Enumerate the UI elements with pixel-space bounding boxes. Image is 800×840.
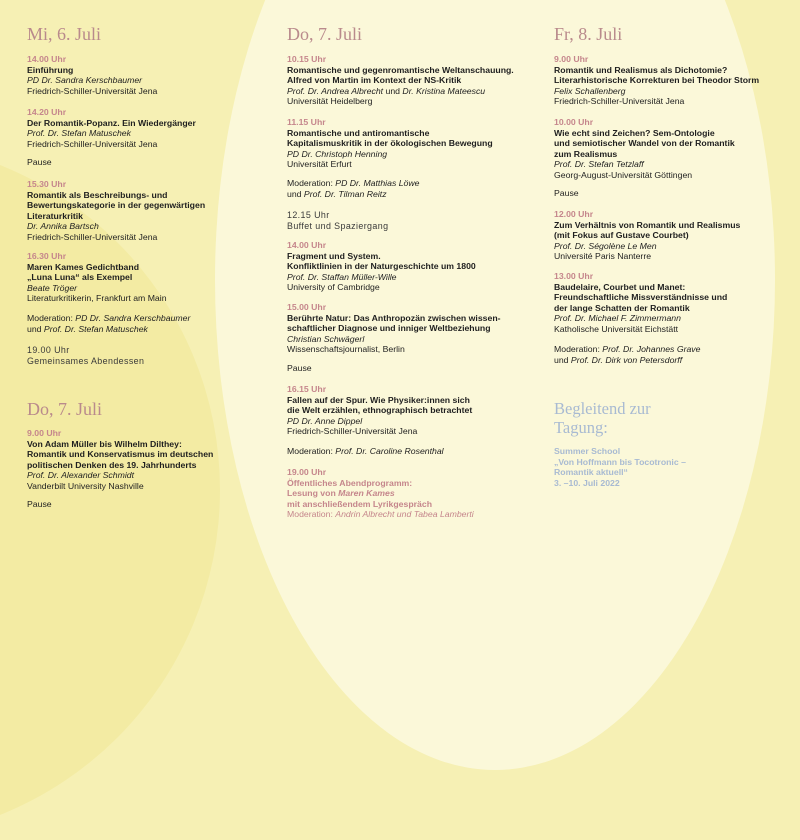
- session-0900: [27, 428, 267, 492]
- dinner-time: 19.00 Uhr: [27, 345, 70, 355]
- session-title-line: Berührte Natur: Das Anthropozän zwischen wissen-: [287, 312, 501, 323]
- summer-school-line: „Von Hoffmann bis Tocotronic –: [554, 456, 686, 467]
- session-1400: [27, 54, 267, 96]
- day-heading: Fr, 8. Juli: [554, 24, 623, 44]
- day-heading: Mi, 6. Juli: [27, 24, 102, 44]
- moderation-prefix: Moderation:: [554, 344, 603, 354]
- accompanying-heading-line: Begleitend zur: [554, 399, 651, 418]
- session-affiliation: Universität Heidelberg: [287, 96, 373, 107]
- moderator: PD Dr. Matthias Löwe: [335, 178, 420, 188]
- summer-school-info: [554, 446, 686, 488]
- moderator: Andrin Albrecht und Tabea Lamberti: [335, 509, 474, 520]
- moderation: [287, 178, 537, 199]
- session-speaker: Dr. Kristina Mateescu: [402, 85, 486, 96]
- session-speaker: Prof. Dr. Andrea Albrecht: [287, 85, 384, 96]
- session-title-line: Romantische und antiromantische: [287, 127, 430, 138]
- session-title: Einführung: [27, 64, 74, 75]
- pause-label: Pause: [27, 499, 52, 509]
- session-1400: [287, 240, 537, 293]
- session-speaker: Christian Schwägerl: [287, 333, 365, 344]
- session-title-line: Von Adam Müller bis Wilhelm Dilthey:: [27, 438, 182, 449]
- day-heading: Do, 7. Juli: [287, 24, 363, 44]
- session-title-line: Bewertungskategorie in der gegenwärtigen: [27, 200, 206, 211]
- session-affiliation: Vanderbilt University Nashville: [27, 480, 144, 491]
- session-speaker: PD Dr. Anne Dippel: [287, 415, 363, 426]
- moderator: Prof. Dr. Stefan Matuschek: [43, 323, 148, 334]
- session-title-line: Zum Verhältnis von Romantik und Realismus: [554, 219, 741, 230]
- moderator: Prof. Dr. Johannes Grave: [602, 344, 701, 354]
- session-title-line: Romantik und Realismus als Dichotomie?: [554, 64, 728, 75]
- session-speaker: Beate Tröger: [27, 282, 78, 293]
- moderation: [554, 344, 794, 365]
- speaker-and: und: [383, 85, 403, 96]
- session-time: 15.30 Uhr: [27, 179, 67, 189]
- session-time: 14.00 Uhr: [27, 54, 67, 64]
- pause-label: Pause: [554, 188, 579, 198]
- session-speaker: Prof. Dr. Staffan Müller-Wille: [287, 271, 397, 282]
- pause-label: Pause: [287, 363, 312, 373]
- session-1500: [287, 302, 537, 355]
- break-time: 12.15 Uhr: [287, 210, 330, 220]
- session-title-line: Literaturkritik: [27, 210, 84, 221]
- session-1115: [287, 117, 537, 170]
- dinner: [27, 345, 267, 366]
- session-title-line: (mit Fokus auf Gustave Courbet): [554, 230, 689, 241]
- moderation: [287, 446, 537, 457]
- session-affiliation: Friedrich-Schiller-Universität Jena: [287, 426, 418, 437]
- lunch-break: [287, 210, 537, 231]
- evening-title-line: mit anschließendem Lyrikgespräch: [287, 498, 433, 509]
- reading-by: Lesung von: [287, 488, 339, 499]
- session-title-line: „Luna Luna“ als Exempel: [27, 272, 133, 283]
- session-time: 15.00 Uhr: [287, 302, 327, 312]
- moderator: PD Dr. Sandra Kerschbaumer: [75, 313, 191, 323]
- session-title-line: Romantik und Konservatismus im deutschen: [27, 449, 214, 460]
- pause-label: Pause: [27, 157, 52, 167]
- session-affiliation: Friedrich-Schiller-Universität Jena: [27, 231, 158, 242]
- session-time: 14.20 Uhr: [27, 107, 67, 117]
- reading-author: Maren Kames: [338, 488, 395, 499]
- session-title-line: Wie echt sind Zeichen? Sem-Ontologie: [554, 127, 715, 138]
- session-speaker: PD Dr. Sandra Kerschbaumer: [27, 75, 143, 86]
- session-affiliation: Friedrich-Schiller-Universität Jena: [27, 85, 158, 96]
- session-time: 13.00 Uhr: [554, 271, 594, 281]
- session-speaker: Felix Schallenberg: [554, 85, 626, 96]
- session-affiliation: University of Cambridge: [287, 282, 380, 293]
- session-time: 19.00 Uhr: [287, 467, 327, 477]
- session-title-line: Maren Kames Gedichtband: [27, 261, 140, 272]
- moderation-prefix: Moderation:: [27, 313, 76, 323]
- session-speaker: Prof. Dr. Ségolène Le Men: [554, 240, 657, 251]
- moderation: [27, 313, 267, 334]
- session-title-line: Baudelaire, Courbet und Manet:: [554, 281, 686, 292]
- accompanying-heading: [554, 399, 651, 437]
- moderator: Prof. Dr. Tilman Reitz: [303, 188, 387, 199]
- summer-school-line: Romantik aktuell“: [554, 467, 628, 478]
- session-title-line: Freundschaftliche Missverständnisse und: [554, 292, 728, 303]
- session-title-line: Romantische und gegenromantische Weltanschauung.: [287, 64, 514, 75]
- session-time: 14.00 Uhr: [287, 240, 327, 250]
- session-affiliation: Friedrich-Schiller-Universität Jena: [27, 138, 158, 149]
- session-title-line: zum Realismus: [554, 148, 618, 159]
- session-title-line: der lange Schatten der Romantik: [554, 302, 690, 313]
- evening-title-line: Öffentliches Abendprogramm:: [287, 477, 413, 488]
- session-1015: [287, 54, 537, 107]
- session-time: 11.15 Uhr: [287, 117, 326, 127]
- session-1200: [554, 209, 794, 262]
- session-affiliation: Georg-August-Universität Göttingen: [554, 169, 693, 180]
- session-title-line: Kapitalismuskritik in der ökologischen Bewegung: [287, 138, 493, 149]
- moderation-and: und: [554, 354, 571, 365]
- session-title-line: Fallen auf der Spur. Wie Physiker:innen sich: [287, 394, 470, 405]
- session-speaker: PD Dr. Christoph Henning: [287, 148, 388, 159]
- session-1530: [27, 179, 267, 243]
- session-time: 10.00 Uhr: [554, 117, 594, 127]
- session-affiliation: Katholische Universität Eichstätt: [554, 323, 679, 334]
- moderation-prefix: Moderation:: [287, 178, 336, 188]
- session-title: Der Romantik-Popanz. Ein Wiedergänger: [27, 117, 196, 128]
- session-speaker: Dr. Annika Bartsch: [27, 221, 99, 232]
- session-time: 9.00 Uhr: [554, 54, 589, 64]
- session-affiliation: Universität Erfurt: [287, 159, 352, 170]
- session-0900: [554, 54, 794, 107]
- session-title-line: Konfliktlinien in der Naturgeschichte um 1800: [287, 261, 476, 272]
- accompanying-heading-line: Tagung:: [554, 418, 608, 437]
- session-title-line: die Welt erzählen, ethnographisch betrachtet: [287, 405, 473, 416]
- session-affiliation: Literaturkritikerin, Frankfurt am Main: [27, 293, 167, 304]
- session-title-line: schaftlicher Diagnose und inniger Weltbeziehung: [287, 323, 491, 334]
- session-speaker: Prof. Dr. Stefan Tetzlaff: [554, 159, 644, 170]
- session-title-line: Alfred von Martin im Kontext der NS-Kritik: [287, 75, 462, 86]
- summer-school-line: Summer School: [554, 446, 621, 456]
- dinner-text: Gemeinsames Abendessen: [27, 355, 145, 366]
- session-1000: [554, 117, 794, 181]
- evening-program: [287, 467, 537, 520]
- moderator: Prof. Dr. Caroline Rosenthal: [335, 446, 444, 456]
- moderation-and: und: [27, 323, 44, 334]
- session-affiliation: Université Paris Nanterre: [554, 251, 652, 262]
- moderation-and: und: [287, 188, 304, 199]
- moderation-prefix: Moderation:: [287, 509, 336, 520]
- session-title-line: Fragment und System.: [287, 250, 381, 261]
- session-title-line: Romantik als Beschreibungs- und: [27, 189, 168, 200]
- session-title-line: politischen Denken des 19. Jahrhunderts: [27, 459, 197, 470]
- day-heading: Do, 7. Juli: [27, 399, 103, 419]
- session-affiliation: Friedrich-Schiller-Universität Jena: [554, 96, 685, 107]
- session-time: 16.15 Uhr: [287, 384, 327, 394]
- break-text: Buffet und Spaziergang: [287, 220, 389, 231]
- session-speaker: Prof. Dr. Alexander Schmidt: [27, 470, 135, 481]
- session-time: 10.15 Uhr: [287, 54, 327, 64]
- session-speaker: Prof. Dr. Stefan Matuschek: [27, 128, 131, 139]
- session-1630: [27, 251, 267, 304]
- moderation-prefix: Moderation:: [287, 446, 336, 456]
- session-affiliation: Wissenschaftsjournalist, Berlin: [287, 344, 405, 355]
- session-time: 16.30 Uhr: [27, 251, 67, 261]
- moderator: Prof. Dr. Dirk von Petersdorff: [570, 354, 683, 365]
- session-time: 9.00 Uhr: [27, 428, 62, 438]
- session-speaker: Prof. Dr. Michael F. Zimmermann: [554, 313, 681, 324]
- session-time: 12.00 Uhr: [554, 209, 594, 219]
- session-1420: [27, 107, 267, 149]
- session-1615: [287, 384, 537, 437]
- summer-school-dates: 3. –10. Juli 2022: [554, 477, 620, 488]
- session-title-line: und semiotischer Wandel von der Romantik: [554, 138, 735, 149]
- session-title-line: Literarhistorische Korrekturen bei Theodor Storm: [554, 75, 760, 86]
- session-1300: [554, 271, 794, 335]
